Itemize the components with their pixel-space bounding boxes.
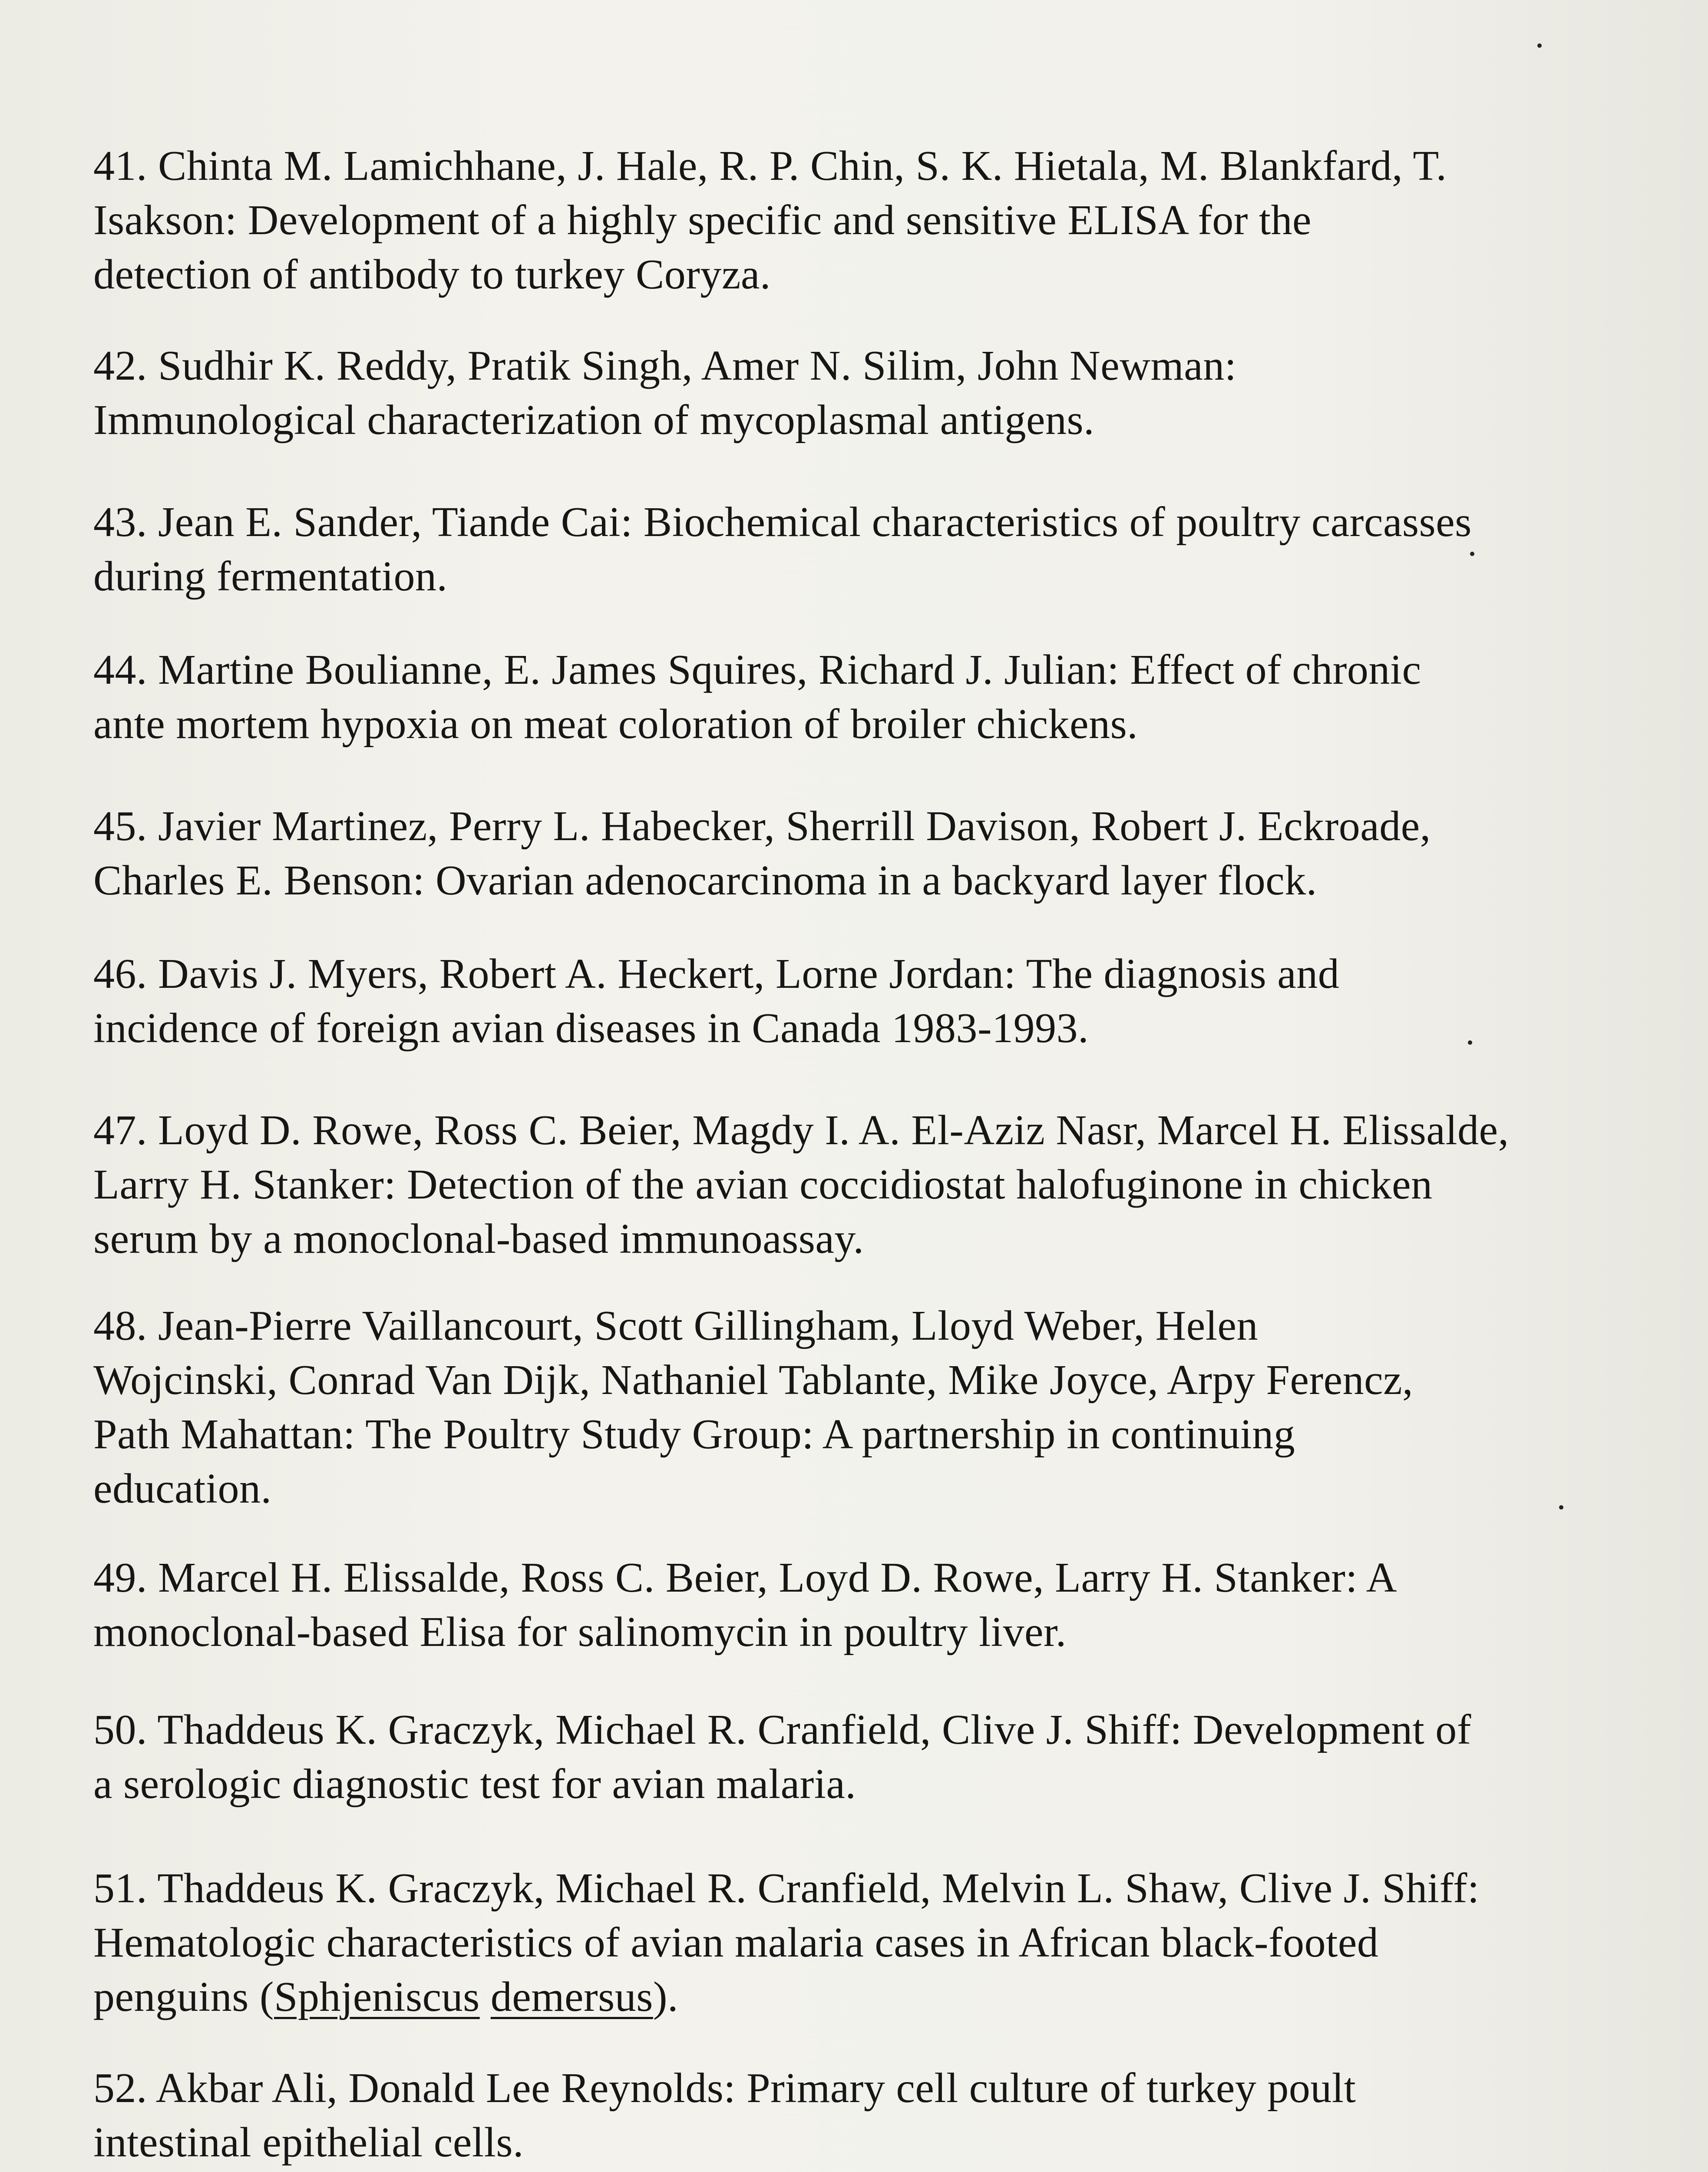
entry-text: Thaddeus K. Graczyk, Michael R. Cranfield, Melvin L. Shaw, Clive J. Shiff: — [157, 1865, 1480, 1912]
entry-line: Path Mahattan: The Poultry Study Group: A partnership in continuing — [93, 1411, 1295, 1458]
entry-text: Chinta M. Lamichhane, J. Hale, R. P. Chin, S. K. Hietala, M. Blankfard, T. — [158, 142, 1447, 189]
reference-entry-43 — [93, 495, 1648, 604]
entry-line — [93, 339, 1648, 393]
entry-line — [93, 2061, 1648, 2116]
entry-line: Isakson: Development of a highly specific and sensitive ELISA for the — [93, 197, 1312, 244]
reference-entry-44 — [93, 643, 1648, 752]
entry-line — [93, 139, 1648, 193]
entry-line: Wojcinski, Conrad Van Dijk, Nathaniel Tablante, Mike Joyce, Arpy Ferencz, — [93, 1357, 1414, 1404]
entry-line: a serologic diagnostic test for avian malaria. — [93, 1761, 856, 1808]
reference-entry-41 — [93, 139, 1648, 302]
entry-number: 44. — [93, 646, 147, 693]
entry-line — [93, 1861, 1648, 1916]
entry-line: Charles E. Benson: Ovarian adenocarcinoma in a backyard layer flock. — [93, 857, 1317, 904]
entry-line: Larry H. Stanker: Detection of the avian coccidiostat halofuginone in chicken — [93, 1161, 1433, 1208]
entry-line: detection of antibody to turkey Coryza. — [93, 251, 771, 298]
entry-number: 43. — [93, 499, 147, 546]
reference-entry-49 — [93, 1551, 1648, 1659]
species-genus: Sphjeniscus — [274, 1973, 480, 2020]
entry-number: 48. — [93, 1302, 147, 1349]
entry-number: 52. — [93, 2065, 147, 2112]
scan-speck — [1470, 552, 1474, 556]
entry-line: Immunological characterization of mycoplasmal antigens. — [93, 397, 1095, 444]
entry-number: 47. — [93, 1107, 147, 1154]
species-suffix: ). — [653, 1973, 679, 2020]
entry-text: Jean-Pierre Vaillancourt, Scott Gillingham, Lloyd Weber, Helen — [158, 1302, 1258, 1349]
reference-entry-52 — [93, 2061, 1648, 2170]
reference-entry-45 — [93, 799, 1648, 908]
entry-line — [93, 1551, 1648, 1605]
entry-number: 49. — [93, 1554, 147, 1601]
species-epithet: demersus — [490, 1973, 653, 2020]
entry-number: 51. — [93, 1865, 147, 1912]
entry-number: 46. — [93, 950, 147, 997]
scan-speck — [1468, 1040, 1472, 1045]
reference-entry-42 — [93, 339, 1648, 447]
reference-entry-48 — [93, 1299, 1648, 1516]
entry-text: Davis J. Myers, Robert A. Heckert, Lorne Jordan: The diagnosis and — [158, 950, 1340, 997]
entry-number: 50. — [93, 1706, 147, 1753]
entry-text: Loyd D. Rowe, Ross C. Beier, Magdy I. A. El-Aziz Nasr, Marcel H. Elissalde, — [158, 1107, 1509, 1154]
entry-line — [93, 947, 1648, 1001]
entry-line — [93, 1299, 1648, 1353]
entry-number: 42. — [93, 342, 147, 389]
entry-line: ante mortem hypoxia on meat coloration of broiler chickens. — [93, 701, 1138, 748]
entry-line: education. — [93, 1465, 272, 1512]
entry-text: Marcel H. Elissalde, Ross C. Beier, Loyd D. Rowe, Larry H. Stanker: A — [158, 1554, 1397, 1601]
entry-text: Akbar Ali, Donald Lee Reynolds: Primary cell culture of turkey poult — [155, 2065, 1356, 2112]
reference-entry-50 — [93, 1703, 1648, 1811]
entry-text: Jean E. Sander, Tiande Cai: Biochemical characteristics of poultry carcasses — [158, 499, 1472, 546]
entry-text: Sudhir K. Reddy, Pratik Singh, Amer N. Silim, John Newman: — [158, 342, 1237, 389]
entry-number: 41. — [93, 142, 147, 189]
entry-line — [93, 1970, 1648, 2024]
entry-number: 45. — [93, 803, 147, 850]
entry-text: Martine Boulianne, E. James Squires, Richard J. Julian: Effect of chronic — [158, 646, 1421, 693]
entry-line: intestinal epithelial cells. — [93, 2119, 524, 2166]
entry-line — [93, 799, 1648, 854]
reference-entry-46 — [93, 947, 1648, 1056]
entry-line: Hematologic characteristics of avian malaria cases in African black-footed — [93, 1919, 1379, 1966]
entry-line: during fermentation. — [93, 553, 448, 600]
entry-line: incidence of foreign avian diseases in Canada 1983-1993. — [93, 1005, 1089, 1052]
species-prefix: penguins ( — [93, 1973, 274, 2020]
entry-text: Javier Martinez, Perry L. Habecker, Sherrill Davison, Robert J. Eckroade, — [158, 803, 1431, 850]
entry-line — [93, 643, 1648, 697]
entry-line: monoclonal-based Elisa for salinomycin in poultry liver. — [93, 1609, 1067, 1655]
scan-speck — [1559, 1505, 1563, 1510]
entry-line — [93, 1103, 1648, 1158]
entry-text: Thaddeus K. Graczyk, Michael R. Cranfield, Clive J. Shiff: Development of — [157, 1706, 1471, 1753]
entry-line — [93, 1703, 1648, 1757]
reference-entry-47 — [93, 1103, 1648, 1266]
entry-line: serum by a monoclonal-based immunoassay. — [93, 1215, 864, 1262]
scan-speck — [1537, 43, 1542, 48]
reference-entry-51 — [93, 1861, 1648, 2024]
entry-line — [93, 495, 1648, 550]
